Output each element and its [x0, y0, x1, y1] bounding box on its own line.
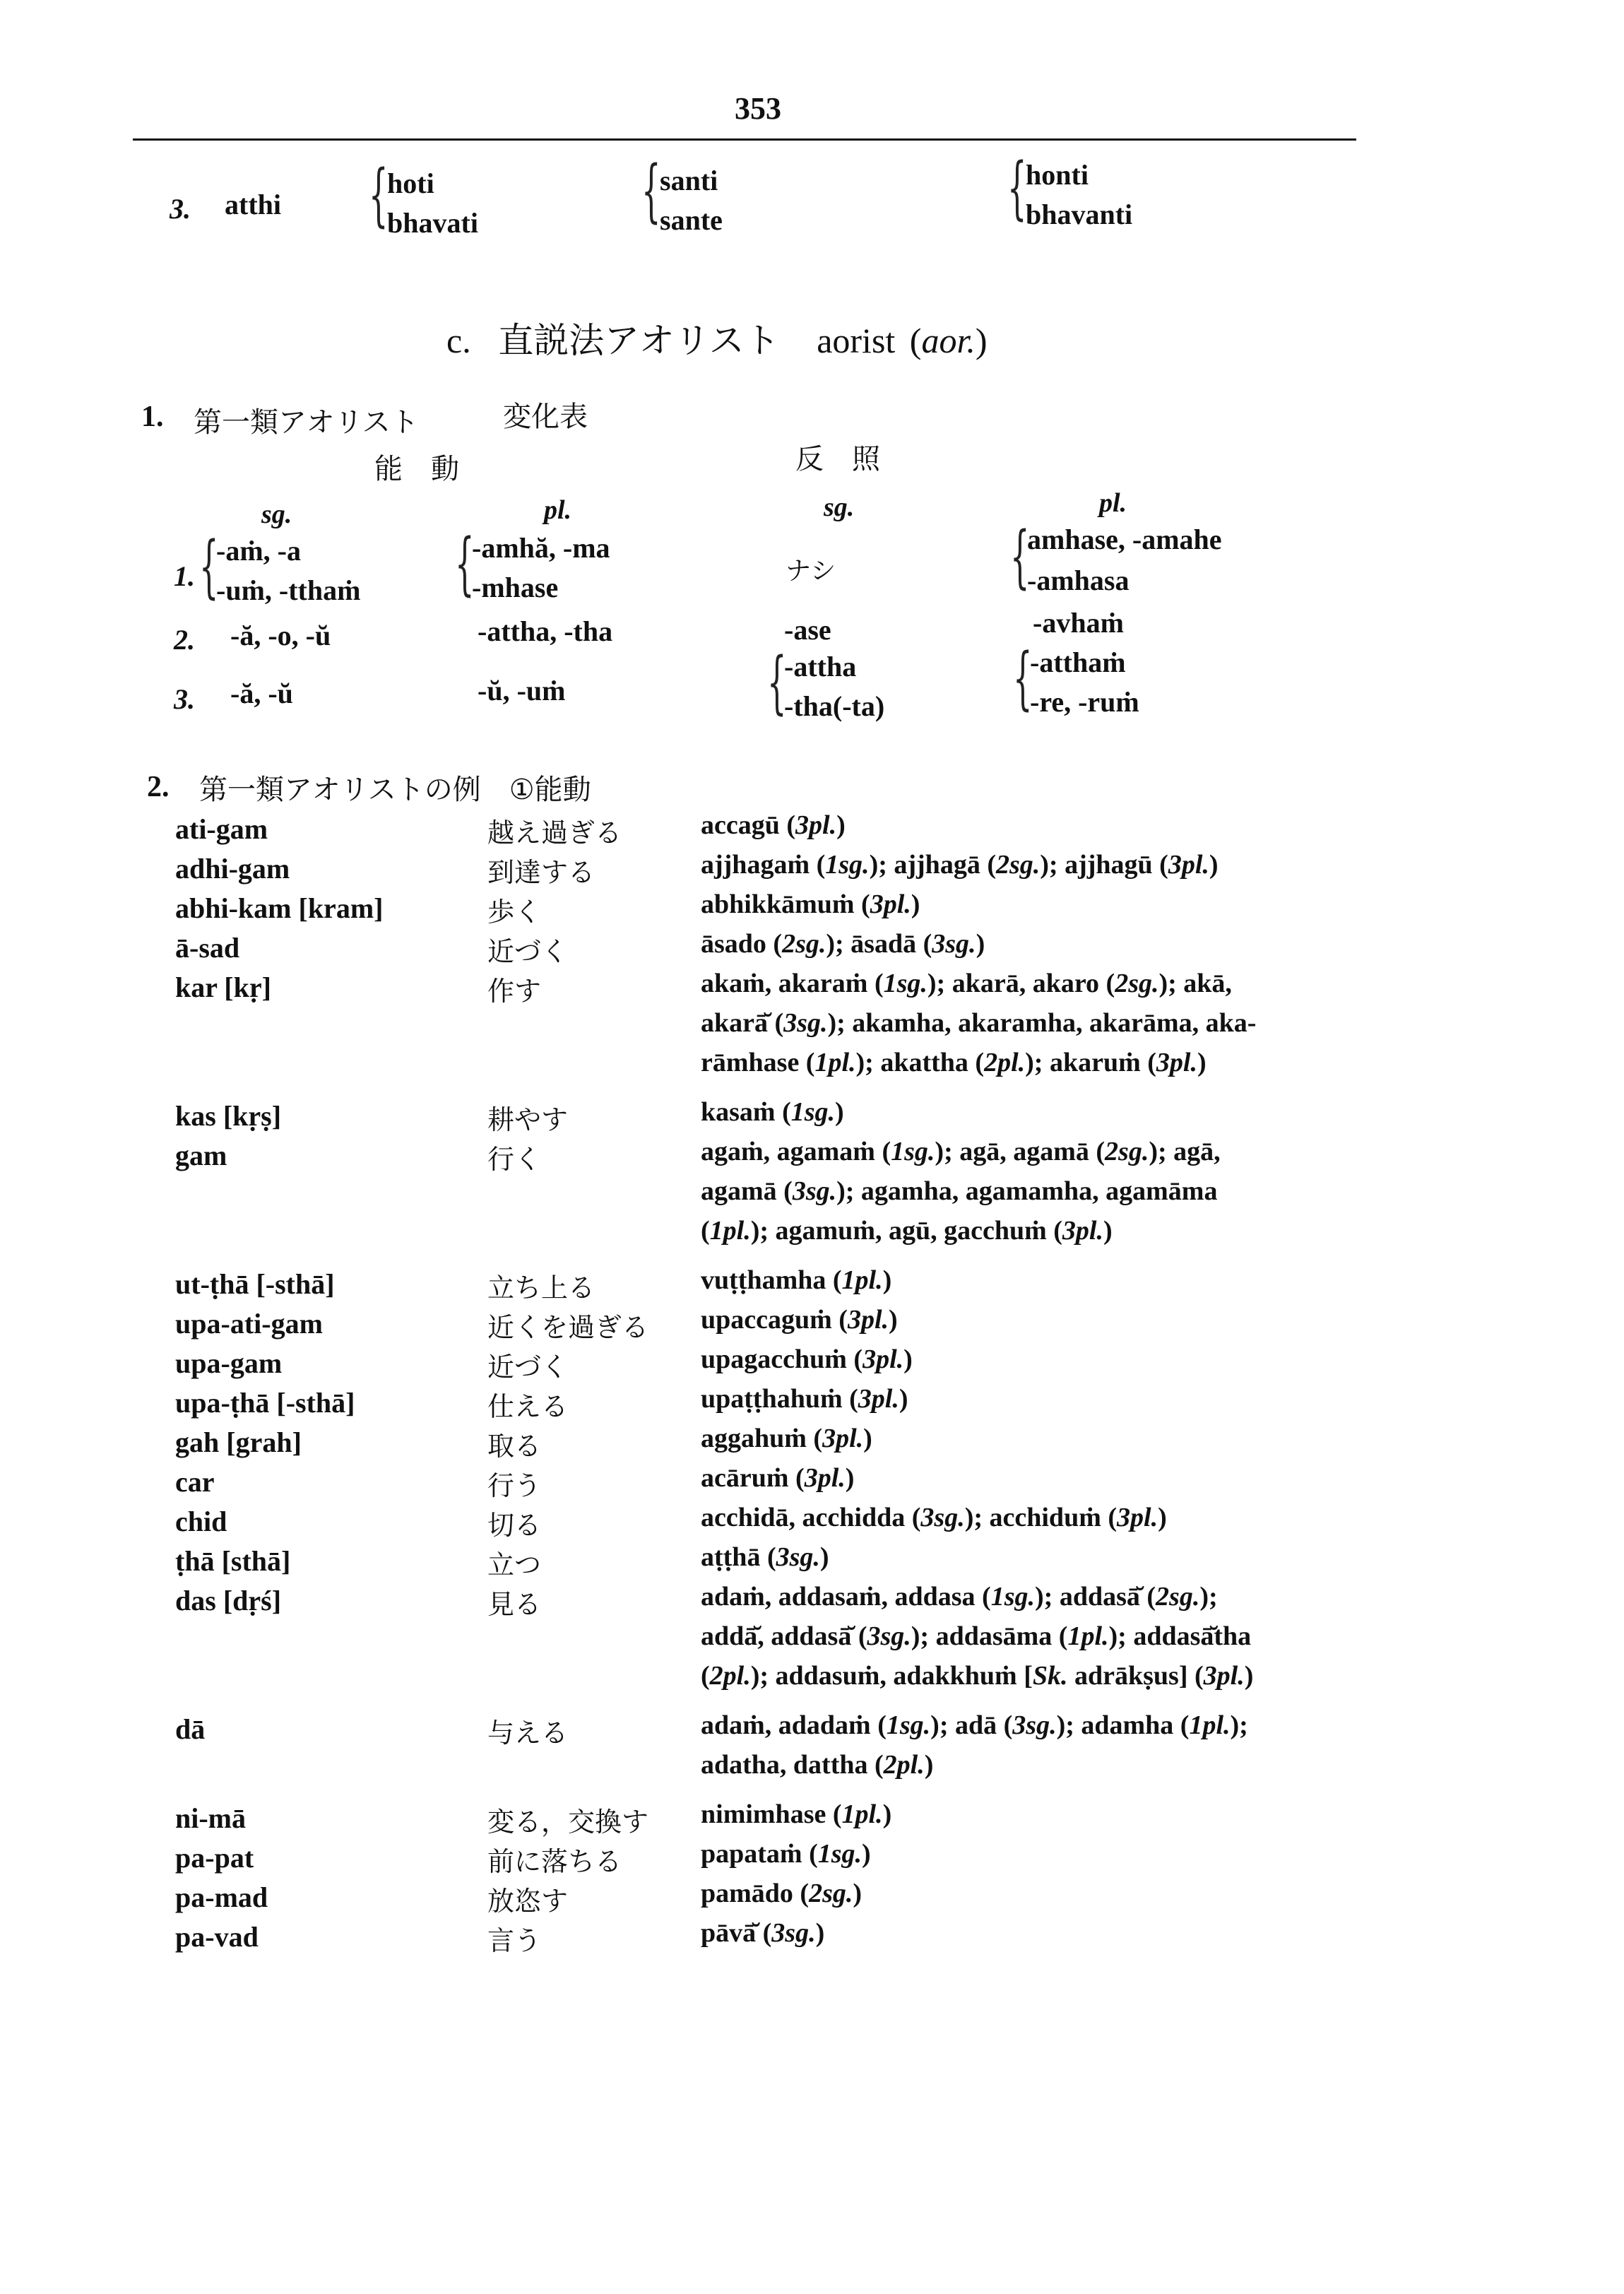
example-forms: adaṁ, adadaṁ (1sg.); adā (3sg.); adamha (1pl.); — [701, 1710, 1248, 1740]
ending: -uṁ, -tthaṁ — [216, 574, 361, 606]
example-word: dā — [175, 1713, 206, 1745]
row3-number: 3. — [170, 193, 191, 225]
example-forms: rāmhase (1pl.); akattha (2pl.); akaruṁ (3pl.) — [701, 1048, 1207, 1077]
paren-close: ) — [975, 321, 988, 360]
brace: { — [369, 155, 389, 235]
example-forms: vuṭṭhamha (1pl.) — [701, 1265, 892, 1295]
example-forms: aṭṭhā (3sg.) — [701, 1542, 829, 1572]
example-meaning: 近くを過ぎる — [487, 1312, 649, 1343]
row3-mid-2: sante — [660, 204, 723, 236]
ending: -tha(-ta) — [784, 690, 885, 722]
example-meaning: 立ち上る — [487, 1272, 595, 1303]
example-forms: upaṭṭhahuṁ (3pl.) — [701, 1384, 908, 1414]
example-word: upa-ati-gam — [175, 1308, 323, 1340]
example-meaning: 越え過ぎる — [487, 817, 622, 849]
example-word: ut-ṭhā [-sthā] — [175, 1268, 335, 1300]
example-word: ṭhā [sthā] — [175, 1545, 291, 1577]
example-forms: addā̆, addasā̆ (3sg.); addasāma (1pl.); addasā̆tha — [701, 1621, 1252, 1651]
sub1-title: 第一類アオリスト — [194, 406, 419, 439]
brace: { — [199, 527, 219, 606]
example-meaning: 言う — [487, 1925, 542, 1956]
example-forms: āsado (2sg.); āsadā (3sg.) — [701, 929, 985, 959]
example-forms: acāruṁ (3pl.) — [701, 1463, 855, 1493]
example-forms: adaṁ, addasaṁ, addasa (1sg.); addasā̆ (2sg.); — [701, 1582, 1218, 1612]
example-forms: acchidā, acchidda (3sg.); acchiduṁ (3pl.) — [701, 1503, 1167, 1532]
ending: ナシ — [786, 557, 836, 586]
example-meaning: 取る — [487, 1431, 542, 1462]
ending: -atthaṁ — [1030, 646, 1126, 678]
ending: amhase, -amahe — [1027, 524, 1222, 555]
example-word: chid — [175, 1506, 227, 1537]
row3-pl-2: bhavanti — [1026, 199, 1133, 230]
row3-mid-1: santi — [660, 165, 718, 196]
example-meaning: 行く — [487, 1144, 542, 1175]
example-forms: agaṁ, agamaṁ (1sg.); agā, agamā (2sg.); agā, — [701, 1137, 1221, 1166]
ending: -re, -ruṁ — [1030, 686, 1139, 718]
example-forms: agamā (3sg.); agamha, agamamha, agamāma — [701, 1176, 1218, 1206]
example-word: ni-mā — [175, 1802, 246, 1834]
example-meaning: 仕える — [487, 1391, 569, 1422]
brace: { — [455, 524, 475, 603]
example-forms: abhikkāmuṁ (3pl.) — [701, 889, 920, 919]
example-meaning: 立つ — [487, 1549, 542, 1580]
example-meaning: 変る，交換す — [487, 1807, 649, 1838]
example-word: gah [grah] — [175, 1426, 302, 1458]
brace: { — [767, 643, 787, 722]
ending: -ŭ, -uṁ — [478, 675, 566, 706]
example-forms: aggahuṁ (3pl.) — [701, 1424, 872, 1453]
brace: { — [1007, 148, 1027, 227]
example-word: pa-pat — [175, 1842, 254, 1874]
example-word: upa-ṭhā [-sthā] — [175, 1387, 355, 1419]
active-label: 能 動 — [374, 453, 459, 485]
example-meaning: 作す — [487, 976, 542, 1007]
example-word: upa-gam — [175, 1347, 283, 1379]
example-word: ā-sad — [175, 932, 240, 964]
ending: -ă, -ŭ — [230, 678, 293, 709]
col-header-pl-refl: pl. — [1099, 488, 1127, 518]
example-forms: (2pl.); addasuṁ, adakkhuṁ [Sk. adrākṣus] (3pl.) — [701, 1661, 1254, 1691]
sub2-number: 2. — [147, 771, 170, 803]
example-forms: nimimhase (1pl.) — [701, 1799, 892, 1829]
example-meaning: 近づく — [487, 1352, 569, 1383]
example-forms: papataṁ (1sg.) — [701, 1839, 871, 1869]
section-title — [446, 312, 988, 363]
example-word: kar [kṛ] — [175, 971, 271, 1003]
example-forms: ajjhagaṁ (1sg.); ajjhagā (2sg.); ajjhagū (3pl.) — [701, 850, 1219, 880]
example-word: pa-mad — [175, 1881, 268, 1913]
example-word: pa-vad — [175, 1921, 259, 1953]
col-header-sg-refl: sg. — [824, 492, 855, 522]
row3-sg-2: bhavati — [387, 207, 478, 239]
section-title-jp: 直説法アオリスト — [498, 320, 780, 361]
sub1-number: 1. — [141, 401, 164, 433]
brace: { — [1010, 517, 1030, 596]
example-word: abhi-kam [kram] — [175, 892, 384, 924]
example-forms: adatha, dattha (2pl.) — [701, 1750, 934, 1780]
example-meaning: 近づく — [487, 936, 569, 967]
reflexive-label: 反 照 — [795, 443, 880, 475]
section-title-en: aorist — [817, 321, 896, 360]
example-meaning: 見る — [487, 1589, 542, 1620]
example-forms: accagū (3pl.) — [701, 810, 846, 840]
ending: -attha — [784, 651, 857, 682]
ending: -ă, -o, -ŭ — [230, 620, 331, 651]
row-number: 1. — [174, 560, 195, 592]
ending: -amhă, -ma — [472, 532, 610, 564]
example-word: car — [175, 1466, 215, 1498]
example-meaning: 放恣す — [487, 1886, 569, 1917]
example-meaning: 耕やす — [487, 1104, 569, 1135]
col-header-pl: pl. — [544, 495, 572, 525]
ending: -mhase — [472, 572, 559, 603]
row3-sg-1: hoti — [387, 167, 434, 199]
example-word: gam — [175, 1140, 227, 1171]
example-word: adhi-gam — [175, 853, 290, 885]
example-meaning: 前に落ちる — [487, 1846, 622, 1877]
example-forms: pāvā̆ (3sg.) — [701, 1918, 825, 1948]
sub2-title: 第一類アオリストの例 ①能動 — [199, 774, 591, 806]
top-rule — [133, 138, 1356, 141]
example-forms: upaccaguṁ (3pl.) — [701, 1305, 898, 1335]
brace: { — [641, 151, 661, 230]
example-forms: (1pl.); agamuṁ, agū, gacchuṁ (3pl.) — [701, 1216, 1113, 1246]
row-number: 2. — [174, 624, 195, 656]
row3-root: atthi — [225, 189, 281, 220]
brace: { — [1013, 639, 1033, 718]
example-word: das [dṛś] — [175, 1585, 282, 1616]
example-meaning: 行う — [487, 1470, 542, 1501]
col-header-sg: sg. — [261, 499, 292, 529]
sub1-title2: 変化表 — [503, 401, 588, 433]
example-word: kas [kṛṣ] — [175, 1100, 282, 1132]
ending: -aṁ, -a — [216, 535, 301, 567]
paren-open: ( — [909, 321, 922, 360]
ending: -amhasa — [1027, 564, 1130, 596]
section-abbr: aor. — [921, 321, 976, 360]
example-word: ati-gam — [175, 813, 268, 845]
example-meaning: 切る — [487, 1510, 542, 1541]
example-forms: pamādo (2sg.) — [701, 1879, 863, 1908]
ending: -avhaṁ — [1033, 607, 1124, 639]
row-number: 3. — [174, 683, 195, 715]
page-number: 353 — [735, 91, 781, 126]
example-meaning: 到達する — [487, 857, 595, 888]
example-meaning: 歩く — [487, 897, 542, 928]
example-forms: upagacchuṁ (3pl.) — [701, 1344, 913, 1374]
section-letter: c. — [446, 321, 471, 360]
row3-pl-1: honti — [1026, 159, 1089, 191]
example-forms: kasaṁ (1sg.) — [701, 1097, 844, 1127]
ending: -ase — [784, 614, 831, 646]
example-forms: akaṁ, akaraṁ (1sg.); akarā, akaro (2sg.); akā, — [701, 969, 1232, 998]
example-forms: akarā̆ (3sg.); akamha, akaramha, akarāma, aka- — [701, 1008, 1257, 1038]
ending: -attha, -tha — [478, 615, 613, 647]
example-meaning: 与える — [487, 1717, 569, 1749]
